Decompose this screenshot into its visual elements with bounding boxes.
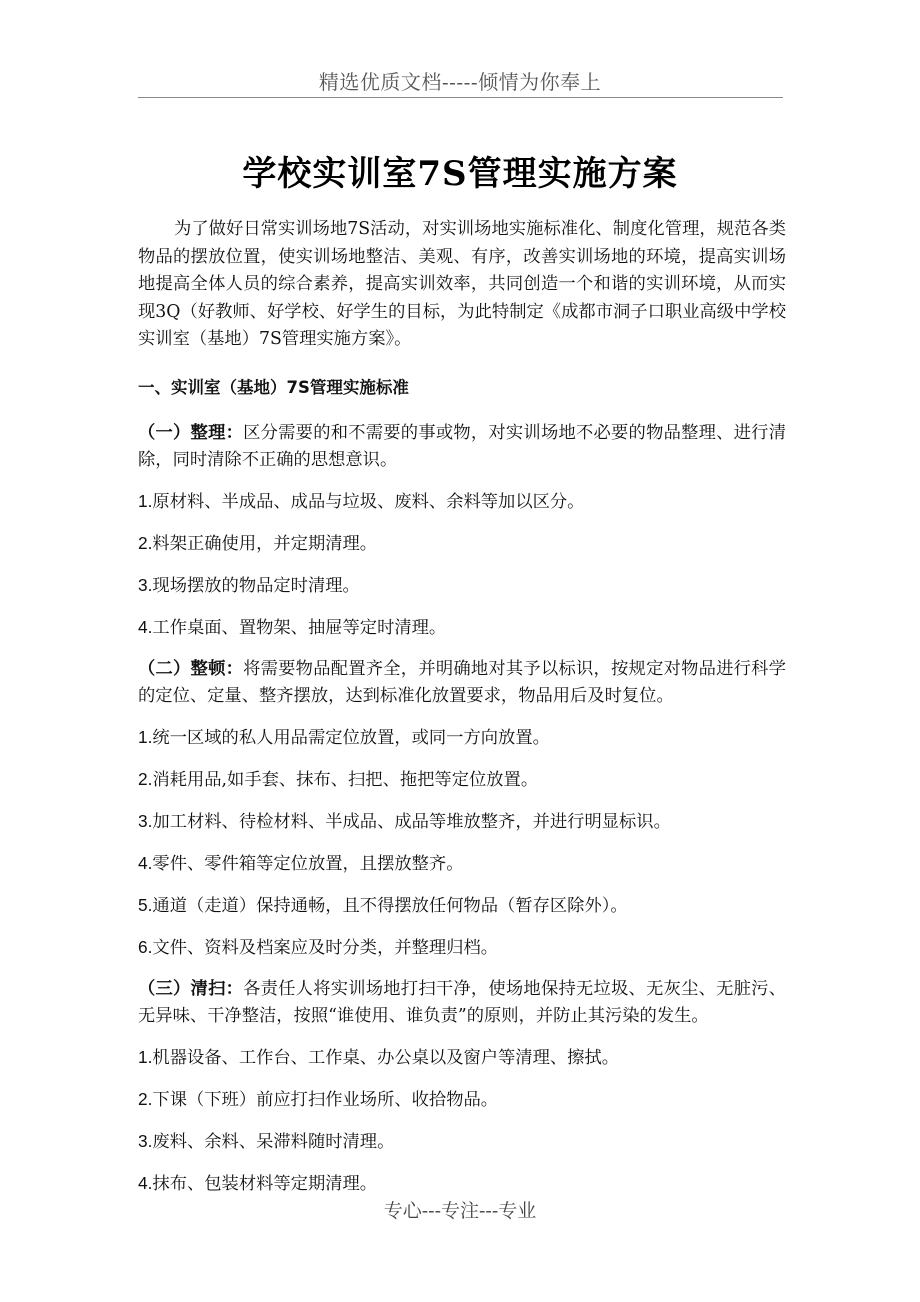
item-number: 5. [138,894,153,915]
list-item [138,1128,786,1157]
item-number: 2. [138,768,153,789]
list-item [138,892,786,921]
subsection-label: （一）整理： [138,422,244,443]
section-heading: 一、实训室（基地）7S管理实施标准 [138,377,409,397]
item-text: 抹布、包装材料等定期清理。 [152,1173,378,1194]
subsection-text: 将需要物品配置齐全，并明确地对其予以标识，按规定对物品进行科学的定位、定量、整齐摆放，达到标准化放置要求，物品用后及时复位。 [138,658,786,706]
item-number: 2. [138,1088,153,1109]
list-item [138,808,786,837]
item-text: 消耗用品,如手套、抹布、扫把、拖把等定位放置。 [152,769,539,790]
item-number: 3. [138,574,153,595]
document-body [138,216,786,1212]
item-text: 机器设备、工作台、工作桌、办公桌以及窗户等清理、擦拭。 [152,1047,620,1068]
list-item [138,934,786,963]
item-text: 通道（走道）保持通畅，且不得摆放任何物品（暂存区除外）。 [152,895,628,916]
item-text: 文件、资料及档案应及时分类，并整理归档。 [152,937,499,958]
item-text: 加工材料、待检材料、半成品、成品等堆放整齐，并进行明显标识。 [152,811,671,832]
list-item [138,488,786,517]
subsection-label: （二）整顿： [138,658,244,679]
subsection-sweep [138,976,786,1031]
item-text: 废料、余料、呆滞料随时清理。 [152,1131,395,1152]
subsection-sort [138,420,786,475]
item-number: 2. [138,532,153,553]
list-item [138,766,786,795]
intro-paragraph: 为了做好日常实训场地7S活动，对实训场地实施标准化、制度化管理，规范各类物品的摆放位置，使实训场地整洁、美观、有序，改善实训场地的环境，提高实训场地提高全体人员的综合素养，提高实训效率，共同创造一个和谐的实训环境，从而实现3Q（好教师、好学校、好学生的目标，为此特制定《成都市洞子口职业高级中学校实训室（基地）7S管理实施方案》。 [138,219,786,349]
subsection-text: 区分需要的和不需要的事或物，对实训场地不必要的物品整理、进行清除，同时清除不正确的思想意识。 [138,422,786,470]
item-text: 料架正确使用，并定期清理。 [152,533,378,554]
item-number: 4. [138,852,153,873]
item-number: 4. [138,1172,153,1193]
item-number: 3. [138,810,153,831]
running-header: 精选优质文档-----倾情为你奉上 [318,70,602,94]
item-number: 1. [138,1046,153,1067]
item-text: 工作桌面、置物架、抽屉等定时清理。 [152,617,447,638]
item-text: 下课（下班）前应打扫作业场所、收拾物品。 [152,1089,499,1110]
item-number: 6. [138,936,153,957]
item-number: 3. [138,1130,153,1151]
item-text: 零件、零件箱等定位放置，且摆放整齐。 [152,853,464,874]
running-footer: 专心---专注---专业 [383,1200,537,1222]
subsection-straighten [138,656,786,711]
list-item [138,572,786,601]
list-item [138,1044,786,1073]
list-item [138,614,786,643]
list-item [138,1170,786,1199]
item-text: 原材料、半成品、成品与垃圾、废料、余料等加以区分。 [152,491,585,512]
item-text: 统一区域的私人用品需定位放置，或同一方向放置。 [152,727,550,748]
item-number: 1. [138,726,153,747]
item-number: 1. [138,490,153,511]
list-item [138,530,786,559]
header-divider [138,97,783,98]
subsection-text: 各责任人将实训场地打扫干净，使场地保持无垃圾、无灰尘、无脏污、无异味、干净整洁，按照“谁使用、谁负责”的原则，并防止其污染的发生。 [138,978,786,1026]
document-title: 学校实训室7S管理实施方案 [242,154,678,194]
item-number: 4. [138,616,153,637]
list-item [138,724,786,753]
list-item [138,850,786,879]
list-item [138,1086,786,1115]
subsection-label: （三）清扫： [138,978,244,999]
item-text: 现场摆放的物品定时清理。 [152,575,360,596]
